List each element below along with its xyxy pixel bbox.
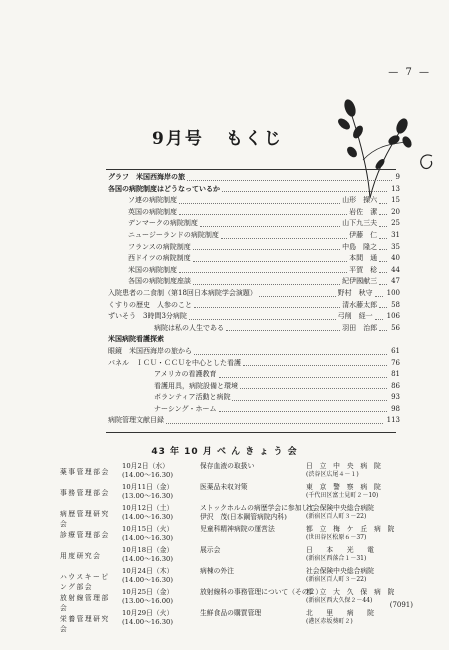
toc-leader-dots xyxy=(379,249,387,250)
toc-leader-dots xyxy=(232,400,387,401)
toc-leader-dots xyxy=(187,180,392,181)
schedule-topic-speaker: 伊沢 茂(日本鋼管病院内科) xyxy=(200,512,287,521)
toc-leader-dots xyxy=(379,214,387,215)
schedule-date: 10月18日（金） xyxy=(122,546,174,554)
schedule-row xyxy=(60,546,405,567)
toc-row xyxy=(108,288,400,300)
schedule-group: 病歴管理研究会 xyxy=(60,510,110,528)
schedule-venue-cell xyxy=(306,609,416,626)
schedule-title: 43 年 10 月 べ ん き ょ う 会 xyxy=(151,447,298,457)
schedule-date: 10月11日（金） xyxy=(122,483,174,491)
toc-entry-page: 25 xyxy=(391,219,400,228)
toc-entry-author: 紀伊國献三 xyxy=(342,277,378,286)
toc-entry-title: 病院は私の人生である xyxy=(154,323,224,332)
schedule-venue: 東 京 警 察 病 院 xyxy=(306,483,381,491)
toc-entry-author: 山下九三夫 xyxy=(342,219,378,228)
schedule-address: (新宿区百人町３－22) xyxy=(306,512,367,520)
toc-leader-dots xyxy=(375,296,383,297)
toc-entry-page: 9 xyxy=(395,173,400,181)
schedule-date: 10月12日（土） xyxy=(122,504,174,512)
schedule-venue: 北 里 病 院 xyxy=(306,609,374,617)
schedule-venue: 社会保険中央総合病院 xyxy=(306,567,374,575)
toc-row xyxy=(108,195,400,207)
page-number: — 7 — xyxy=(388,67,431,78)
schedule-venue: 日 立 中 央 病 院 xyxy=(306,462,381,470)
toc-leader-dots xyxy=(179,272,347,273)
toc-leader-dots xyxy=(166,423,383,424)
toc-leader-dots xyxy=(179,214,347,215)
toc-entry-title: フランスの病院制度 xyxy=(128,242,191,251)
toc-leader-dots xyxy=(222,191,387,192)
toc-leader-dots xyxy=(219,411,388,412)
schedule-row xyxy=(60,567,405,591)
toc-entry-page: 58 xyxy=(391,300,400,309)
toc-row xyxy=(108,300,400,312)
toc-leader-dots xyxy=(243,365,387,366)
toc-row xyxy=(108,358,400,370)
schedule-time: (14.00～16.30) xyxy=(122,617,174,626)
schedule-datetime xyxy=(122,588,194,605)
toc-entry-title: 各国の病院制度座談 xyxy=(128,277,191,286)
schedule-topic-cell xyxy=(200,483,320,492)
schedule-row xyxy=(60,483,405,504)
toc-leader-dots xyxy=(240,388,387,389)
toc-row xyxy=(108,346,400,358)
toc-row xyxy=(108,323,400,335)
toc-entry-page: 15 xyxy=(391,196,400,205)
toc-entry-page: 20 xyxy=(391,207,400,216)
schedule-topic: 生鮮食品の購買管理 xyxy=(200,609,262,617)
toc-entry-title: ずいそう 3時間3分病院 xyxy=(108,312,187,321)
schedule-datetime xyxy=(122,462,194,479)
schedule-topic-cell xyxy=(200,609,320,618)
toc-row xyxy=(108,207,400,219)
toc-row xyxy=(108,172,400,184)
schedule-address: (新宿区百人町３－22) xyxy=(306,575,367,583)
schedule-row xyxy=(60,609,405,633)
toc-entry-title: ボランティア活動と病院 xyxy=(154,393,231,402)
toc-entry-author: 平賀 稔 xyxy=(349,265,378,274)
toc-entry-page: 44 xyxy=(391,265,400,274)
schedule-topic: 放射線科の事務管理について（その２） xyxy=(200,588,323,596)
schedule-topic: 病棟の外注 xyxy=(200,567,234,575)
schedule-time: (14.00～16.30) xyxy=(122,575,174,584)
toc-entry-author: 伊藤 仁 xyxy=(349,230,378,239)
schedule-topic: 展示会 xyxy=(200,546,221,554)
schedule-topic: 保存血液の取扱い xyxy=(200,462,255,470)
schedule-venue-cell xyxy=(306,462,416,479)
toc-entry-title: 米国病院看護探索 xyxy=(108,335,164,344)
schedule-datetime xyxy=(122,504,194,521)
toc-row xyxy=(108,242,400,254)
toc-leader-dots xyxy=(221,238,347,239)
schedule-topic-cell xyxy=(200,567,320,576)
signature-mark-icon xyxy=(414,150,438,174)
toc-entry-page: 113 xyxy=(386,416,400,425)
schedule-topic: ストックホルムの病歴学会に参加して xyxy=(200,504,316,512)
schedule-time: (14.00～16.30) xyxy=(122,512,174,521)
schedule-venue-cell xyxy=(306,483,416,500)
schedule-address: (渋谷区広尾４－１) xyxy=(306,470,359,478)
toc-leader-dots xyxy=(379,203,387,204)
toc-entry-title: 病院管理文献目録 xyxy=(108,416,164,425)
schedule-datetime xyxy=(122,546,194,563)
title-contents: もくじ xyxy=(225,129,283,149)
schedule-table xyxy=(60,462,405,633)
schedule-time: (14.00～16.30) xyxy=(122,470,174,479)
schedule-date: 10月24日（木） xyxy=(122,567,174,575)
schedule-topic-cell xyxy=(200,588,323,597)
toc-entry-author: 弓削 経一 xyxy=(337,312,373,321)
toc-leader-dots xyxy=(193,249,340,250)
schedule-datetime xyxy=(122,525,194,542)
toc-entry-title: デンマークの病院制度 xyxy=(128,219,198,228)
toc-top-rule xyxy=(106,169,396,170)
schedule-group: 栄養管理研究会 xyxy=(60,615,110,633)
schedule-topic: 医薬品未収対策 xyxy=(200,483,248,491)
toc-leader-dots xyxy=(379,272,387,273)
toc-row xyxy=(108,404,400,416)
toc-entry-title: 眼鏡 米国西海岸の旅から xyxy=(108,346,192,355)
schedule-row xyxy=(60,588,405,612)
toc-row xyxy=(108,276,400,288)
schedule-venue-cell xyxy=(306,546,416,563)
toc-entry-title: パネル ＩＣＵ・ＣＣＵを中心とした看護 xyxy=(108,358,241,367)
toc-entry-title: アメリカの看護教育 xyxy=(154,370,217,379)
toc-entry-author: 清水藤太郎 xyxy=(342,300,378,309)
toc-entry-author: 山形 操六 xyxy=(342,196,378,205)
toc-row xyxy=(108,230,400,242)
toc-row xyxy=(108,415,400,427)
schedule-venue: 日 本 光 電 xyxy=(306,546,374,554)
toc-entry-page: 81 xyxy=(391,370,400,379)
schedule-date: 10月25日（金） xyxy=(122,588,174,596)
toc-entry-page: 86 xyxy=(391,381,400,390)
toc-entry-page: 31 xyxy=(391,230,400,239)
schedule-time: (13.00～16.00) xyxy=(122,596,174,605)
toc-entry-author: 羽田 治郎 xyxy=(342,323,378,332)
toc-leader-dots xyxy=(259,296,336,297)
schedule-venue-cell xyxy=(306,525,416,542)
schedule-datetime xyxy=(122,567,194,584)
toc-leader-dots xyxy=(379,226,387,227)
toc-row xyxy=(108,253,400,265)
schedule-address: (新宿区西落合１－31) xyxy=(306,554,367,562)
toc-entry-page: 35 xyxy=(391,242,400,251)
toc-leader-dots xyxy=(219,377,388,378)
schedule-topic-cell xyxy=(200,525,320,534)
schedule-date: 10月15日（火） xyxy=(122,525,174,533)
schedule-group: ハウスキーピング部会 xyxy=(60,573,110,591)
toc-entry-page: 56 xyxy=(391,323,400,332)
schedule-time: (14.00～16.30) xyxy=(122,533,174,542)
schedule-group: 放射線管理部会 xyxy=(60,594,110,612)
toc-entry-author: 野村 秋守 xyxy=(337,288,373,297)
schedule-address: (世田谷区松原６－37) xyxy=(306,533,367,541)
toc-row xyxy=(108,184,400,196)
schedule-time: (14.00～16.30) xyxy=(122,554,174,563)
toc-leader-dots xyxy=(179,203,340,204)
toc-entry-author: 本間 通 xyxy=(349,254,378,263)
toc-entry-page: 47 xyxy=(391,277,400,286)
schedule-venue-cell xyxy=(306,504,416,521)
schedule-address: (千代田区富士見町２－10) xyxy=(306,491,379,499)
toc-leader-dots xyxy=(193,284,340,285)
schedule-topic-cell xyxy=(200,546,320,555)
toc-row xyxy=(108,311,400,323)
schedule-datetime xyxy=(122,483,194,500)
page-code: (7091) xyxy=(389,601,413,609)
toc-entry-page: 76 xyxy=(391,358,400,367)
toc-entry-page: 98 xyxy=(391,404,400,413)
toc-entry-author: 中島 隆之 xyxy=(342,242,378,251)
toc-entry-title: ニュージーランドの病院制度 xyxy=(128,230,219,239)
toc-entry-author: 岩佐 潔 xyxy=(349,207,378,216)
schedule-topic: 児童科精神病院の運営法 xyxy=(200,525,275,533)
schedule-row xyxy=(60,504,405,528)
toc-bottom-rule xyxy=(106,432,396,433)
toc-leader-dots xyxy=(226,330,340,331)
toc-entry-title: ソ連の病院制度 xyxy=(128,196,177,205)
toc-leader-dots xyxy=(193,261,347,262)
schedule-topic-cell xyxy=(200,504,320,521)
schedule-venue: 都 立 大 久 保 病 院 xyxy=(306,588,395,596)
schedule-group: 用度研究会 xyxy=(60,552,102,560)
toc-row xyxy=(108,369,400,381)
table-of-contents xyxy=(108,172,400,427)
toc-entry-title: 各国の病院制度はどうなっているか xyxy=(108,184,220,193)
toc-entry-title: 入院患者の二食制（第18回日本病院学会演題） xyxy=(108,288,257,297)
toc-leader-dots xyxy=(189,319,336,320)
schedule-time: (13.00～16.30) xyxy=(122,491,174,500)
toc-leader-dots xyxy=(379,238,387,239)
toc-row xyxy=(108,334,400,346)
toc-leader-dots xyxy=(194,354,387,355)
schedule-group: 診療管理部会 xyxy=(60,531,110,539)
schedule-address: (港区赤坂葵町２) xyxy=(306,617,353,625)
schedule-group: 事務管理部会 xyxy=(60,489,110,497)
schedule-group: 薬事管理部会 xyxy=(60,468,110,476)
toc-leader-dots xyxy=(379,284,387,285)
toc-entry-page: 61 xyxy=(391,346,400,355)
toc-leader-dots xyxy=(379,330,387,331)
toc-row xyxy=(108,218,400,230)
toc-row xyxy=(108,392,400,404)
toc-entry-page: 106 xyxy=(386,312,400,321)
toc-entry-title: 米国の病院制度 xyxy=(128,265,177,274)
title-month: 9月号 xyxy=(152,129,204,149)
page-title xyxy=(152,124,283,149)
toc-leader-dots xyxy=(379,307,387,308)
toc-leader-dots xyxy=(379,261,387,262)
toc-entry-title: くすりの歴史 人参のこと xyxy=(108,300,192,309)
toc-entry-title: 英国の病院制度 xyxy=(128,207,177,216)
toc-row xyxy=(108,265,400,277)
toc-entry-title: 西ドイツの病院制度 xyxy=(128,254,191,263)
toc-leader-dots xyxy=(200,226,340,227)
schedule-date: 10月29日（火） xyxy=(122,609,174,617)
schedule-date: 10月2日（水） xyxy=(122,462,169,470)
schedule-venue: 都 立 梅 ケ 丘 病 院 xyxy=(306,525,395,533)
toc-leader-dots xyxy=(194,307,340,308)
schedule-venue-cell xyxy=(306,567,416,584)
schedule-datetime xyxy=(122,609,194,626)
toc-entry-page: 40 xyxy=(391,254,400,263)
toc-leader-dots xyxy=(375,319,383,320)
toc-entry-title: ナーシング・ホーム xyxy=(154,404,217,413)
toc-entry-title: グラフ 米国西海岸の旅 xyxy=(108,173,185,181)
schedule-row xyxy=(60,525,405,546)
toc-entry-page: 93 xyxy=(391,393,400,402)
schedule-address: (新宿区西大久保２－44) xyxy=(306,596,373,604)
toc-row xyxy=(108,381,400,393)
toc-entry-page: 13 xyxy=(391,184,400,193)
toc-entry-title: 看護用具，病院設備と環境 xyxy=(154,381,238,390)
schedule-row xyxy=(60,462,405,483)
toc-entry-page: 100 xyxy=(386,288,400,297)
schedule-venue: 社会保険中央総合病院 xyxy=(306,504,374,512)
schedule-topic-cell xyxy=(200,462,320,471)
